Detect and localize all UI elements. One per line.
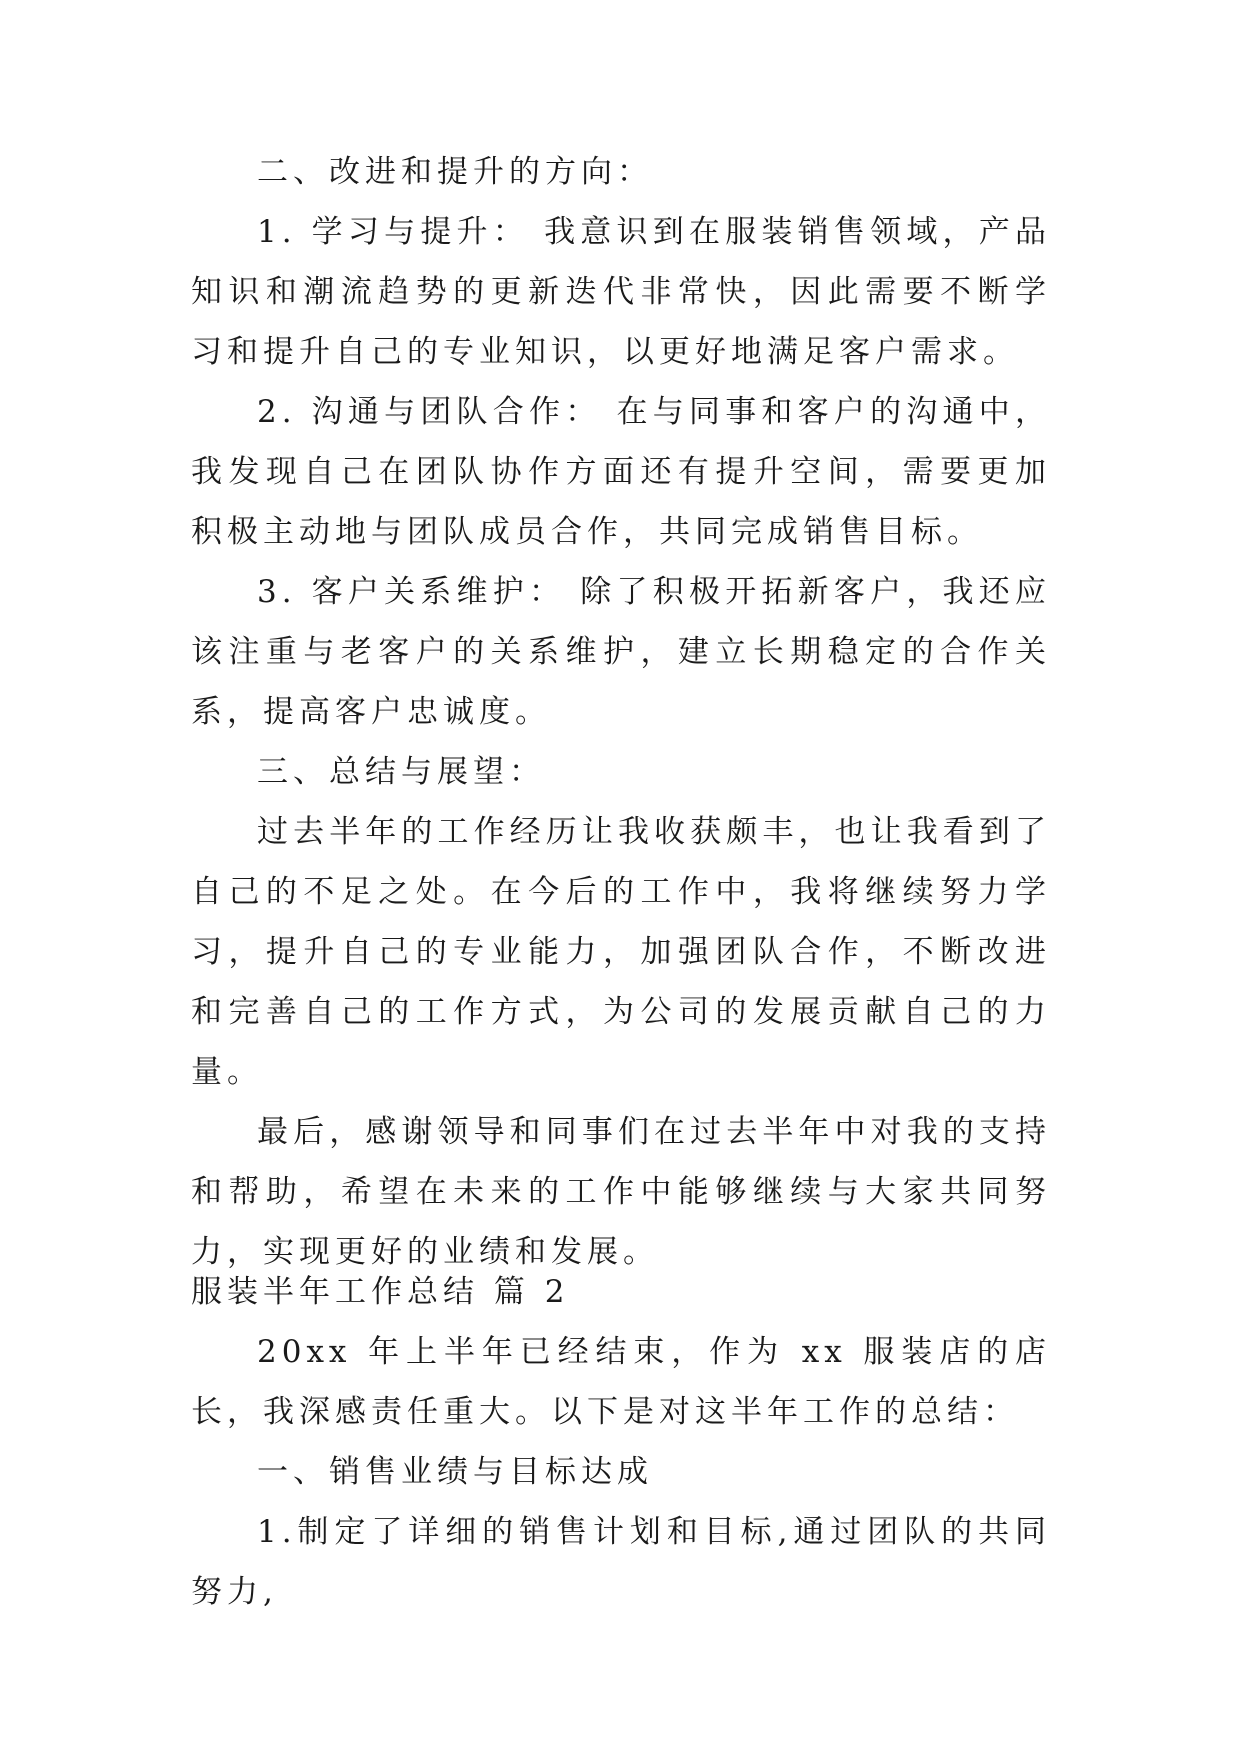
heading-summary-outlook: 三、总结与展望： xyxy=(257,754,545,790)
paragraph-learning: 1. 学习与提升： 我意识到在服装销售领域，产品知识和潮流趋势的更新迭代非常快，因此需要不断学习和提升自己的专业知识，以更好地满足客户需求。 xyxy=(191,214,1051,370)
paragraph-thanks: 最后，感谢领导和同事们在过去半年中对我的支持和帮助，希望在未来的工作中能够继续与大家共同努力，实现更好的业绩和发展。 xyxy=(191,1114,1051,1270)
paragraph-intro: 20xx 年上半年已经结束，作为 xx 服装店的店长，我深感责任重大。以下是对这半年工作的总结： xyxy=(191,1334,1051,1430)
document-body-part-1 xyxy=(191,142,1051,1282)
paragraph-sales-plan: 1.制定了详细的销售计划和目标,通过团队的共同努力, xyxy=(191,1514,1051,1610)
paragraph-customer-relations: 3. 客户关系维护： 除了积极开拓新客户，我还应该注重与老客户的关系维护，建立长期稳定的合作关系，提高客户忠诚度。 xyxy=(191,574,1051,730)
heading-improvement-direction: 二、改进和提升的方向： xyxy=(257,154,653,190)
heading-sales-performance: 一、销售业绩与目标达成 xyxy=(257,1454,653,1490)
paragraph-communication: 2. 沟通与团队合作： 在与同事和客户的沟通中，我发现自己在团队协作方面还有提升空间，需要更加积极主动地与团队成员合作，共同完成销售目标。 xyxy=(191,394,1051,550)
paragraph-past-half-year: 过去半年的工作经历让我收获颇丰，也让我看到了自己的不足之处。在今后的工作中，我将继续努力学习，提升自己的专业能力，加强团队合作，不断改进和完善自己的工作方式，为公司的发展贡献自己的力量。 xyxy=(191,814,1051,1090)
document-body-part-2 xyxy=(191,1262,1051,1622)
section-title: 服装半年工作总结 篇 2 xyxy=(191,1274,570,1310)
